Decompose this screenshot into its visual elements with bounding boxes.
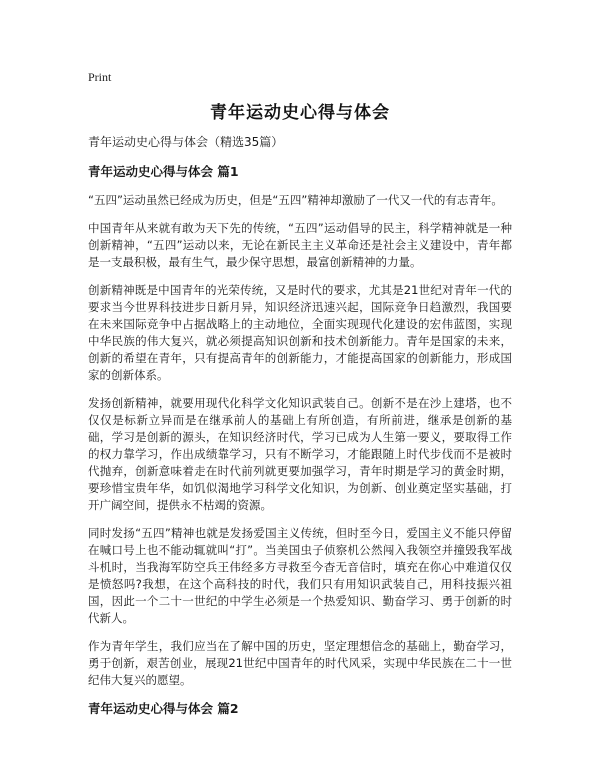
section-heading-1: 青年运动史心得与体会 篇1 — [88, 164, 239, 179]
paragraph: 中国青年从来就有敢为天下先的传统，“五四”运动倡导的民主，科学精神就是一种创新精神，“五四”运动以来，无论在新民主主义革命还是社会主义建设中，青年都是一支最积极，最有生气，最少保守思想，最富创新精神的力量。 — [88, 221, 512, 269]
section-heading-2: 青年运动史心得与体会 篇2 — [88, 701, 239, 716]
print-label[interactable]: Print — [88, 70, 112, 84]
document-subtitle: 青年运动史心得与体会（精选35篇） — [88, 135, 284, 149]
paragraph: 同时发扬“五四”精神也就是发扬爱国主义传统，但时至今日，爱国主义不能只停留在喊口号上也不能动辄就叫“打”。当美国虫子侦察机公然闯入我领空并撞毁我军战斗机时，当我海军防空兵王伟经多方寻救至今杳无音信时，填充在你心中难道仅仅是愤怒吗?我想，在这个高科技的时代，我们只有用知识武装自己，用科技振兴祖国，因此一个二十一世纪的中学生必须是一个热爱知识、勤奋学习、勇于创新的时代新人。 — [88, 526, 512, 625]
paragraph: 发扬创新精神，就要用现代化科学文化知识武装自己。创新不是在沙上建塔，也不仅仅是标新立异而是在继承前人的基础上有所创造，有所前进，继承是创新的基础，学习是创新的源头，在知识经济时代，学习已成为人生第一要义，要取得工作的权力靠学习，作出成绩靠学习，只有不断学习，才能跟随上时代步伐而不是被时代抛弃，创新意味着走在时代前列就更要加强学习，青年时期是学习的黄金时期，要珍惜宝贵年华，如饥似渴地学习科学文化知识，为创新、创业奠定坚实基础，打开广阔空间，提供永不枯竭的资源。 — [88, 396, 512, 512]
paragraph: “五四”运动虽然已经成为历史，但是“五四”精神却激励了一代又一代的有志青年。 — [88, 193, 503, 207]
document-body — [88, 134, 512, 729]
page-title: 青年运动史心得与体会 — [210, 103, 390, 123]
paragraph: 创新精神既是中国青年的光荣传统，又是时代的要求，尤其是21世纪对青年一代的要求当今世界科技进步日新月异，知识经济迅速兴起，国际竞争日趋激烈，我国要在未来国际竞争中占据战略上的主动地位，全面实现现代化建设的宏伟蓝图，实现中华民族的伟大复兴，就必须提高知识创新和技术创新能力。青年是国家的未来，创新的希望在青年，只有提高青年的创新能力，才能提高国家的创新能力，形成国家的创新体系。 — [88, 283, 512, 382]
paragraph: 作为青年学生，我们应当在了解中国的历史，坚定理想信念的基础上，勤奋学习，勇于创新，艰苦创业，展现21世纪中国青年的时代风采，实现中华民族在二十一世纪伟大复兴的愿望。 — [88, 639, 512, 687]
